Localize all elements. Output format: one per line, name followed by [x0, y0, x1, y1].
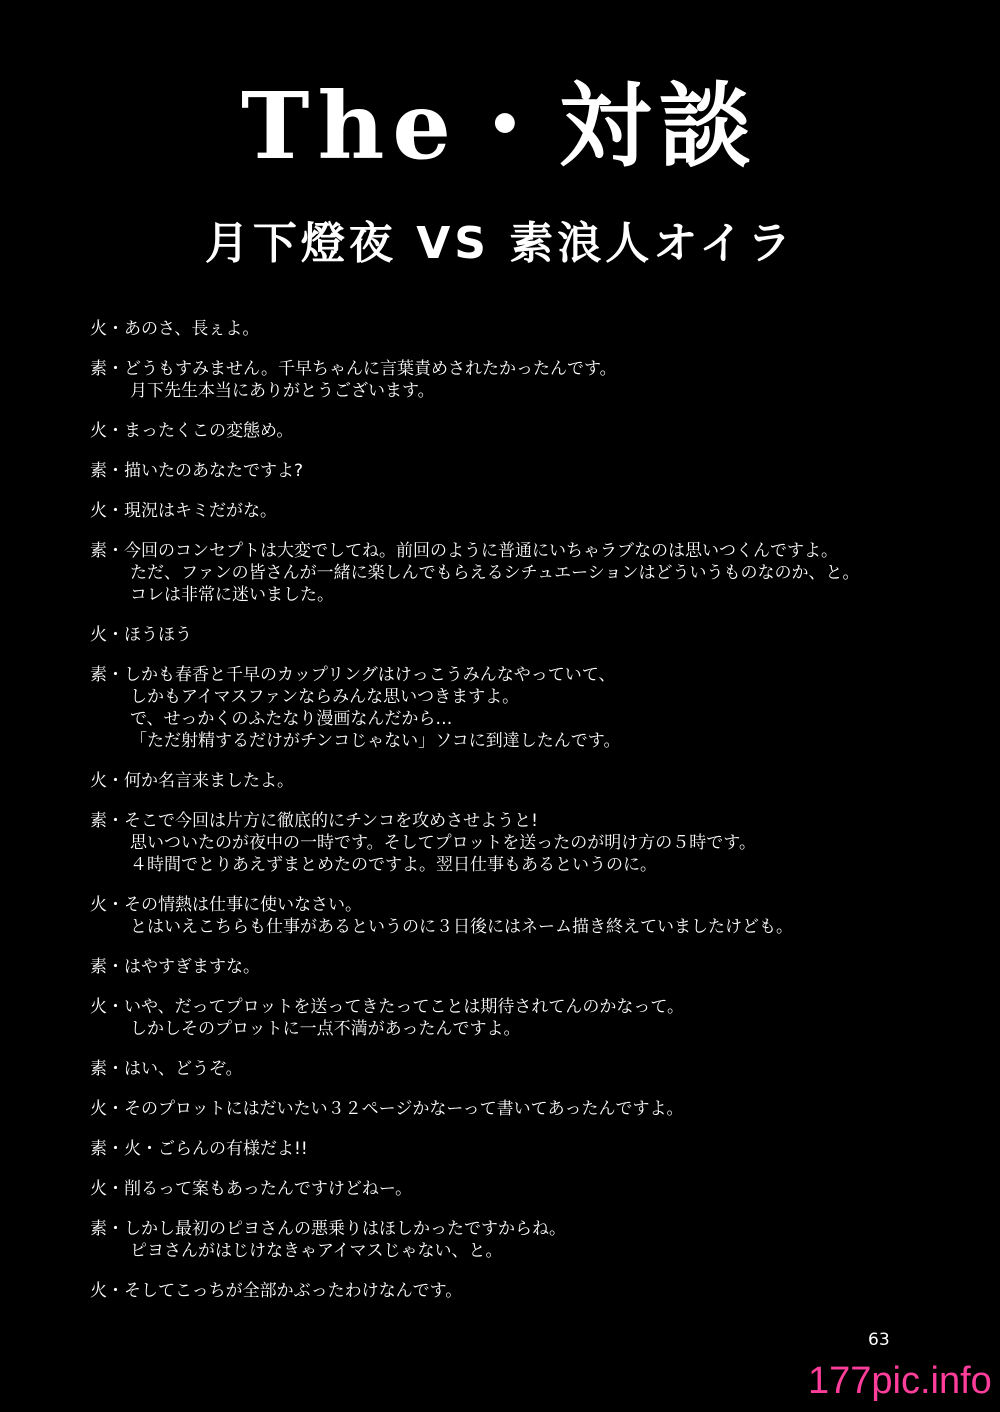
- dialogue-line: 素・はやすぎますな。: [90, 957, 260, 977]
- page-subtitle: 月下燈夜 VS 素浪人オイラ: [204, 218, 796, 269]
- dialogue-continuation-line: ピヨさんがはじけなきゃアイマスじゃない、と。: [130, 1241, 503, 1261]
- dialogue-entry: [90, 956, 950, 978]
- dialogue-line: 素・どうもすみません。千早ちゃんに言葉責めされたかったんです。: [90, 359, 617, 379]
- dialogue-line: 火・あのさ、長ぇよ。: [90, 319, 260, 339]
- dialogue-line: 火・まったくこの変態め。: [90, 421, 294, 441]
- dialogue-line: 火・その情熱は仕事に使いなさい。: [90, 895, 362, 915]
- dialogue-entry: [90, 996, 950, 1040]
- dialogue-entry: [90, 500, 950, 522]
- dialogue-continuation-line: コレは非常に迷いました。: [130, 585, 334, 605]
- dialogue-entry: [90, 1058, 950, 1080]
- dialogue-entry: [90, 460, 950, 482]
- dialogue-line: 素・今回のコンセプトは大変でしてね。前回のように普通にいちゃラブなのは思いつくんですよ。: [90, 541, 838, 561]
- dialogue-line: 火・何か名言来ましたよ。: [90, 771, 294, 791]
- dialogue-entry: [90, 1098, 950, 1120]
- dialogue-entry: [90, 1218, 950, 1262]
- dialogue-body: [90, 318, 950, 1320]
- watermark-text: 177pic.info: [808, 1360, 992, 1402]
- dialogue-entry: [90, 1178, 950, 1200]
- dialogue-line: 火・削るって案もあったんですけどねー。: [90, 1179, 413, 1199]
- dialogue-continuation-line: 「ただ射精するだけがチンコじゃない」ソコに到達したんです。: [130, 731, 621, 751]
- dialogue-line: 火・そしてこっちが全部かぶったわけなんです。: [90, 1281, 463, 1301]
- dialogue-entry: [90, 420, 950, 442]
- dialogue-entry: [90, 810, 950, 876]
- page-title: The・対談: [241, 72, 759, 180]
- dialogue-continuation-line: 月下先生本当にありがとうございます。: [130, 381, 435, 401]
- dialogue-line: 火・ほうほう: [90, 625, 192, 645]
- dialogue-line: 素・描いたのあなたですよ?: [90, 461, 304, 481]
- dialogue-entry: [90, 1138, 950, 1160]
- dialogue-line: 素・そこで今回は片方に徹底的にチンコを攻めさせようと!: [90, 811, 538, 831]
- dialogue-continuation-line: で、せっかくのふたなり漫画なんだから…: [130, 709, 453, 729]
- dialogue-continuation-line: ４時間でとりあえずまとめたのですよ。翌日仕事もあるというのに。: [130, 855, 657, 875]
- dialogue-line: 素・しかも春香と千早のカップリングはけっこうみんなやっていて、: [90, 665, 616, 685]
- dialogue-entry: [90, 770, 950, 792]
- dialogue-entry: [90, 664, 950, 752]
- dialogue-line: 火・そのプロットにはだいたい３２ページかなーって書いてあったんですよ。: [90, 1099, 684, 1119]
- dialogue-entry: [90, 1280, 950, 1302]
- dialogue-continuation-line: しかもアイマスファンならみんな思いつきますよ。: [130, 687, 520, 707]
- dialogue-line: 火・いや、だってプロットを送ってきたってことは期待されてんのかなって。: [90, 997, 684, 1017]
- dialogue-continuation-line: しかしそのプロットに一点不満があったんですよ。: [130, 1019, 521, 1039]
- dialogue-continuation-line: とはいえこちらも仕事があるというのに３日後にはネーム描き終えていましたけども。: [130, 917, 793, 937]
- dialogue-line: 素・しかし最初のピヨさんの悪乗りはほしかったですからね。: [90, 1219, 566, 1239]
- page-number: 63: [868, 1330, 890, 1350]
- dialogue-entry: [90, 894, 950, 938]
- dialogue-line: 素・火・ごらんの有様だよ!!: [90, 1139, 308, 1159]
- dialogue-continuation-line: ただ、ファンの皆さんが一緒に楽しんでもらえるシチュエーションはどういうものなのか、と。: [130, 563, 860, 583]
- dialogue-continuation-line: 思いついたのが夜中の一時です。そしてプロットを送ったのが明け方の５時です。: [130, 833, 756, 853]
- dialogue-line: 火・現況はキミだがな。: [90, 501, 277, 521]
- dialogue-entry: [90, 318, 950, 340]
- dialogue-entry: [90, 540, 950, 606]
- dialogue-line: 素・はい、どうぞ。: [90, 1059, 243, 1079]
- dialogue-entry: [90, 358, 950, 402]
- dialogue-entry: [90, 624, 950, 646]
